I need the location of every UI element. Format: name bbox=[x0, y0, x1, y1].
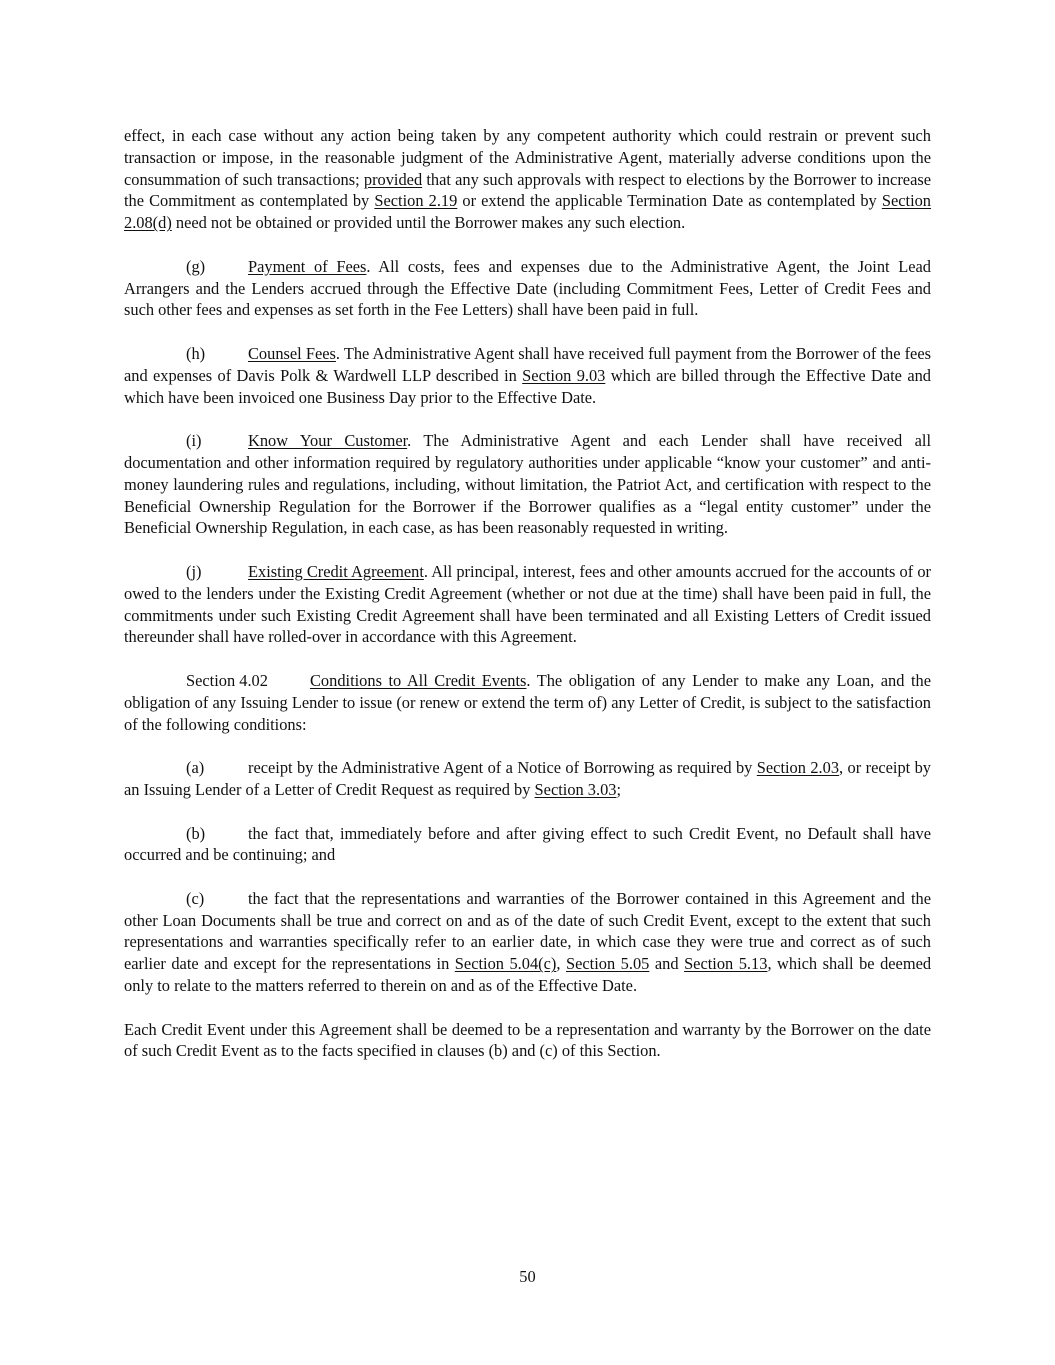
condition-a bbox=[124, 757, 931, 801]
clause-g-label: (g) bbox=[186, 256, 206, 276]
clause-i-label: (i) bbox=[186, 431, 202, 451]
clause-j bbox=[124, 561, 931, 648]
clause-h-text-2: which are billed through the Effective Date and which have been invoiced one Business Day prior to the Effective Date. bbox=[124, 365, 931, 407]
condition-b-text: the fact that, immediately before and after giving effect to such Credit Event, no Default shall have occurred and be continuing; and bbox=[124, 823, 931, 865]
intro-text-3: or extend the applicable Termination Date as contemplated by bbox=[457, 191, 882, 211]
section-ref-5-13: Section 5.13 bbox=[684, 954, 768, 974]
condition-c-label: (c) bbox=[186, 888, 205, 908]
clause-j-label: (j) bbox=[186, 561, 202, 581]
intro-text-4: need not be obtained or provided until the Borrower makes any such election. bbox=[171, 213, 686, 233]
closing-paragraph: Each Credit Event under this Agreement shall be deemed to be a representation and warranty by the Borrower on the date of such Credit Event as to the facts specified in clauses (b) and (c) of this Section. bbox=[124, 1019, 931, 1061]
condition-a-text-1: receipt by the Administrative Agent of a Notice of Borrowing as required by bbox=[248, 758, 757, 778]
clause-j-heading: Existing Credit Agreement bbox=[248, 561, 424, 581]
document-body bbox=[124, 125, 931, 1062]
section-ref-9-03: Section 9.03 bbox=[522, 365, 606, 385]
clause-i bbox=[124, 430, 931, 539]
section-ref-3-03: Section 3.03 bbox=[534, 779, 617, 799]
condition-c-text-1: the fact that the representations and warranties of the Borrower contained in this Agreement and the other Loan Documents shall be true and correct on and as of the date of such Credit Event, except to the extent that such representations and warranties specifically refer to an earlier date, in which case they were true and correct as of such earlier date and except for the representations in bbox=[124, 888, 931, 974]
clause-h-text-1: . The Administrative Agent shall have received full payment from the Borrower of the fees and expenses of Davis Polk & Wardwell LLP described in bbox=[124, 343, 931, 385]
clause-i-heading: Know Your Customer bbox=[248, 431, 408, 451]
clause-h-label: (h) bbox=[186, 343, 206, 363]
provided-term: provided bbox=[363, 169, 423, 189]
condition-c-text-2: , bbox=[556, 954, 566, 974]
clause-i-text: . The Administrative Agent and each Lender shall have received all documentation and other information required by regulatory authorities under applicable “know your customer” and anti-money laundering rules and regulations, including, without limitation, the Patriot Act, and certification with respect to the Beneficial Ownership Regulation for the Borrower if the Borrower qualifies as a “legal entity customer” under the Beneficial Ownership Regulation, in each case, as has been reasonably requested in writing. bbox=[124, 431, 931, 538]
condition-b-label: (b) bbox=[186, 823, 206, 843]
clause-g-text: . All costs, fees and expenses due to the Administrative Agent, the Joint Lead Arrangers and the Lenders accrued through the Effective Date (including Commitment Fees, Letter of Credit Fees and such other fees and expenses as set forth in the Fee Letters) shall have been paid in full. bbox=[124, 256, 931, 320]
clause-g bbox=[124, 256, 931, 321]
clause-j-text: . All principal, interest, fees and other amounts accrued for the accounts of or owed to the lenders under the Existing Credit Agreement (whether or not due at the time) shall have been paid in full, the commitments under such Existing Credit Agreement shall have been terminated and all Existing Letters of Credit issued thereunder shall have rolled-over in accordance with this Agreement. bbox=[124, 561, 931, 647]
condition-a-text-3: ; bbox=[616, 779, 622, 799]
clause-h-heading: Counsel Fees bbox=[248, 343, 336, 363]
section-4-02-label: Section 4.02 bbox=[186, 670, 268, 690]
condition-c bbox=[124, 888, 931, 997]
page-number: 50 bbox=[519, 1267, 536, 1286]
condition-a-text-2: , or receipt by an Issuing Lender of a Letter of Credit Request as required by bbox=[124, 758, 931, 799]
condition-c-text-3: and bbox=[649, 954, 685, 974]
section-4-02 bbox=[124, 670, 931, 735]
section-4-02-heading: Conditions to All Credit Events bbox=[310, 670, 527, 690]
section-ref-2-19: Section 2.19 bbox=[374, 191, 458, 211]
intro-paragraph bbox=[124, 125, 931, 234]
section-ref-2-03: Section 2.03 bbox=[756, 758, 840, 778]
condition-b bbox=[124, 823, 931, 867]
clause-h bbox=[124, 343, 931, 408]
clause-g-heading: Payment of Fees bbox=[248, 256, 367, 276]
section-ref-5-04c: Section 5.04(c) bbox=[454, 954, 557, 974]
section-ref-5-05: Section 5.05 bbox=[565, 954, 650, 974]
condition-a-label: (a) bbox=[186, 758, 205, 778]
intro-text-2: that any such approvals with respect to elections by the Borrower to increase the Commitment as contemplated by bbox=[124, 169, 931, 211]
section-ref-2-08d: Section 2.08(d) bbox=[124, 191, 932, 233]
intro-text-1: effect, in each case without any action being taken by any competent authority which could restrain or prevent such transaction or impose, in the reasonable judgment of the Administrative Agent, materially adverse conditions upon the consummation of such transactions; bbox=[124, 126, 931, 189]
condition-c-text-4: , which shall be deemed only to relate to the matters referred to therein on and as of the Effective Date. bbox=[124, 954, 932, 996]
section-4-02-text: . The obligation of any Lender to make any Loan, and the obligation of any Issuing Lender to issue (or renew or extend the term of) any Letter of Credit, is subject to the satisfaction of the following conditions: bbox=[124, 670, 931, 734]
